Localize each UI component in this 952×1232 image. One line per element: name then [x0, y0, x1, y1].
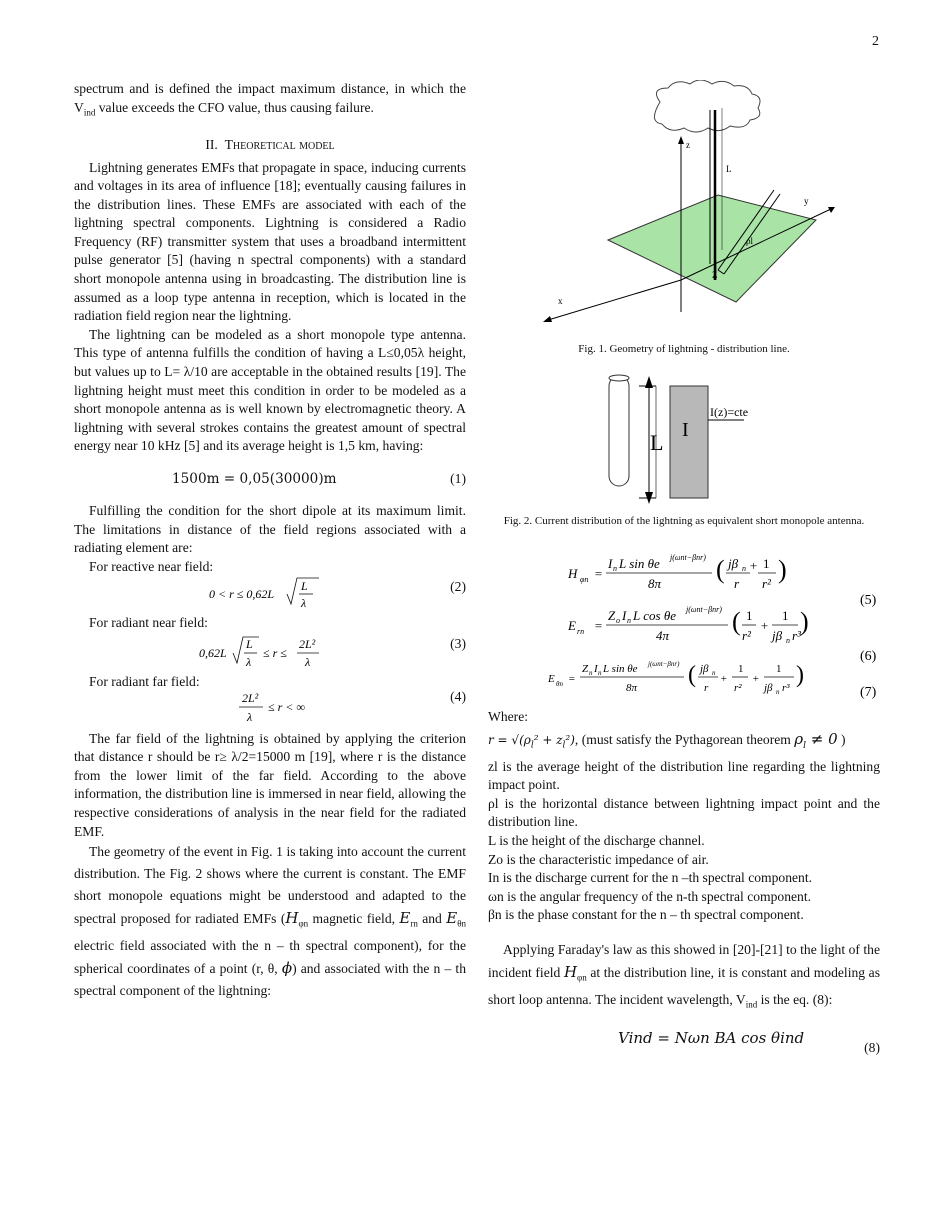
definition-In: In is the discharge current for the n –th spectral component.	[488, 870, 813, 886]
equations-5-7	[488, 548, 880, 708]
eq3-formula	[199, 633, 359, 673]
svg-text:Z: Z	[608, 608, 616, 623]
svg-text:λ: λ	[305, 654, 311, 669]
svg-text:E: E	[568, 618, 576, 633]
svg-text:(: (	[732, 607, 741, 636]
svg-text:j(ωnt−βnr): j(ωnt−βnr)	[670, 553, 706, 562]
fig1-rho-label: ρl	[746, 236, 753, 246]
equation-3: 0,62L L λ ≤ r ≤ 2L² λ (3)	[74, 633, 466, 673]
definition-beta: βn is the phase constant for the n – th spectral component.	[488, 907, 804, 923]
equation-2: 0 < r ≤ 0,62L L λ (2)	[74, 576, 466, 614]
definition-omega: ωn is the angular frequency of the n-th spectral component.	[488, 888, 812, 904]
figure-2-caption: Fig. 2. Current distribution of the lightning as equivalent short monopole antenna.	[503, 515, 865, 527]
eq2-formula	[209, 576, 339, 614]
svg-text:): )	[796, 662, 804, 688]
figure-1-geometry	[488, 80, 880, 342]
svg-text:+: +	[749, 558, 758, 573]
right-column	[488, 80, 880, 1061]
svg-text:jβ: jβ	[764, 682, 773, 694]
section-heading: II. Theoretical model	[205, 136, 335, 152]
svg-text:j(ωnt−βnr): j(ωnt−βnr)	[648, 660, 680, 668]
svg-text:+: +	[752, 673, 760, 685]
svg-text:r³: r³	[782, 682, 790, 694]
svg-text:0,62L: 0,62L	[199, 645, 227, 660]
svg-text:(: (	[688, 662, 696, 688]
svg-text:): )	[778, 555, 787, 584]
svg-text:+: +	[720, 673, 728, 685]
svg-text:λ: λ	[301, 596, 307, 611]
svg-text:=: =	[568, 673, 576, 685]
paragraph-monopole: The lightning can be modeled as a short monopole type antenna. This type of antenna fulfills the condition of having a L≤0,05λ height, but values up to L= λ/10 are acceptable in the obtained results [19]. The lightning height must meet this condition in order to be modeled as a short monopole antenna as is well known by electromagnetic theory. A lightning with several strokes contains the greatest amount of spectral energy near 10 kHz [5] and its average height is 1,5 km, having:	[74, 326, 466, 454]
cloud-shape	[654, 80, 760, 132]
svg-text:n: n	[776, 688, 780, 696]
svg-text:r: r	[704, 682, 709, 694]
svg-text:n: n	[786, 636, 790, 645]
paragraph-far-field: The far field of the lightning is obtained by applying the criterion that distance r should be r≥ λ/2=15000 m [19], where r is the distance from the lower limit of the far field. According to the above information, the distribution line is immersed in near field, allowing the respective considerations of analysis in the near field for the radiated EMF.	[74, 730, 466, 839]
figure-2-monopole	[488, 368, 880, 508]
page-number: 2	[872, 34, 879, 49]
svg-text:Z: Z	[582, 663, 589, 675]
svg-text:1: 1	[763, 556, 770, 571]
eq5-number: (5)	[860, 593, 877, 608]
axis-z-label: z	[686, 140, 690, 150]
svg-text:φn: φn	[580, 575, 589, 584]
svg-text:H: H	[568, 566, 578, 581]
svg-text:2L²: 2L²	[299, 636, 316, 651]
svg-text:n: n	[712, 669, 716, 677]
svg-text:E: E	[548, 673, 555, 685]
svg-text:2L²: 2L²	[242, 690, 259, 705]
svg-text:1: 1	[738, 663, 744, 675]
svg-text:n: n	[598, 669, 602, 677]
equation-8: Vind = Nωn BA cos θind (8)	[618, 1029, 880, 1056]
svg-text:=: =	[594, 566, 603, 581]
paragraph-limits: Fulfilling the condition for the short dipole at its maximum limit. The limitations in distance of the field regions associated with a radiating element are:	[74, 503, 466, 556]
label-radiant-near: For radiant near field:	[89, 615, 208, 631]
fig2-I-label: I	[682, 419, 689, 441]
svg-text:jβ: jβ	[700, 663, 709, 675]
svg-text:n: n	[613, 564, 617, 573]
paragraph-faraday: Applying Faraday's law as this showed in [20]-[21] to the light of the incident field $H_{\varphi n}$ at the distribution line, it is constant and modeling as short loop antenna. The incident wavelength, $V_{ind}$ is the eq. (8):	[488, 941, 880, 1010]
svg-text:4π: 4π	[656, 628, 670, 643]
axis-x-label: x	[558, 296, 563, 306]
label-radiant-far: For radiant far field:	[89, 673, 200, 689]
fig1-Z-label: Z	[712, 270, 718, 280]
svg-text:j(ωnt−βnr): j(ωnt−βnr)	[686, 605, 722, 614]
svg-text:λ: λ	[247, 709, 253, 724]
svg-text:0 < r ≤ 0,62L: 0 < r ≤ 0,62L	[209, 587, 275, 602]
definition-Zo: Zo is the characteristic impedance of air.	[488, 851, 709, 867]
label-reactive: For reactive near field:	[89, 558, 214, 574]
fig2-Iz-label: I(z)=cte	[710, 405, 749, 419]
eq7-number: (7)	[860, 685, 877, 700]
r-definition: $r = √(\rho_l^2 + z_l^2)$, (must satisfy the Pythagorean theorem $\rho_l \ne 0$ )	[488, 729, 846, 751]
paragraph-geometry: The geometry of the event in Fig. 1 is taking into account the current distribution. The Fig. 2 shows where the current is constant. The EMF short monopole equations might be understood and adapted to the spectral proposed for radiated EMFs ($H_{\varphi n}$ magnetic field, $E_{rn}$ and $E_{\theta n}$ electric field associated with the n – th spectral component), for the spherical coordinates of a point (r, θ, ϕ) and associated with the n – th spectral component of the lightning:	[74, 844, 466, 998]
definition-rho: ρl is the horizontal distance between lightning impact point and the distribution line.	[488, 795, 880, 830]
figure-1-caption: Fig. 1. Geometry of lightning - distribution line.	[578, 343, 790, 355]
svg-text:L sin θe: L sin θe	[603, 663, 638, 675]
svg-text:L: L	[301, 579, 308, 594]
paragraph-lightning-emf: Lightning generates EMFs that propagate in space, inducing currents and voltages in its area of influence [18]; eventually causing failures in the distribution lines. These EMFs are associated with each of the lightning spectral components. Lightning is considered a Radio Frequency (RF) transmitter system that uses a broadband intermittent pulse generator [5] (having n spectral components) with a standard short monopole antenna using in broadcasting. The distribution line is assumed as a loop type antenna in reception, which is located in the radiation field region near the lightning.	[74, 159, 466, 324]
svg-text:≤ r < ∞: ≤ r < ∞	[268, 699, 305, 714]
svg-text:r²: r²	[762, 576, 771, 591]
svg-text:r²: r²	[734, 682, 742, 694]
eq4-formula	[239, 688, 339, 726]
svg-text:I: I	[594, 663, 598, 675]
paragraph-intro: spectrum and is defined the impact maximum distance, in which the $V_{ind}$ value exceeds the CFO value, thus causing failure.	[74, 81, 466, 118]
fig1-L-label: L	[726, 164, 732, 174]
svg-text:1: 1	[776, 663, 782, 675]
svg-text:+: +	[760, 618, 769, 633]
svg-text:n: n	[627, 616, 631, 625]
svg-text:L: L	[246, 636, 253, 651]
ground-plane	[608, 195, 816, 302]
definition-L: L is the height of the discharge channel.	[488, 832, 705, 848]
left-column	[74, 80, 466, 1002]
svg-text:θn: θn	[556, 680, 563, 688]
eq6-number: (6)	[860, 649, 877, 664]
svg-text:r³: r³	[792, 628, 801, 643]
axis-y-label: y	[804, 196, 809, 206]
svg-text:jβ: jβ	[728, 556, 739, 571]
svg-text:8π: 8π	[626, 682, 638, 694]
fig2-L-label: L	[650, 430, 664, 455]
svg-text:L cos θe: L cos θe	[633, 608, 676, 623]
svg-text:): )	[800, 607, 809, 636]
svg-text:8π: 8π	[648, 576, 662, 591]
svg-text:≤ r ≤: ≤ r ≤	[263, 645, 287, 660]
svg-text:λ: λ	[246, 654, 252, 669]
svg-text:1: 1	[746, 608, 753, 623]
svg-text:=: =	[594, 618, 603, 633]
equation-4: 2L² λ ≤ r < ∞ (4)	[74, 692, 466, 730]
svg-text:r²: r²	[742, 628, 751, 643]
svg-text:o: o	[616, 616, 620, 625]
svg-text:jβ: jβ	[772, 628, 783, 643]
svg-text:1: 1	[782, 608, 789, 623]
equation-1: 1500m = 0,05(30000)m (1)	[172, 471, 466, 487]
definition-zl: zl is the average height of the distribution line regarding the lightning impact point.	[488, 758, 880, 793]
svg-text:I: I	[622, 608, 627, 623]
svg-text:L sin θe: L sin θe	[619, 556, 660, 571]
svg-text:rn: rn	[577, 627, 585, 636]
where-label: Where:	[488, 709, 528, 724]
svg-text:(: (	[716, 555, 725, 584]
svg-text:n: n	[742, 564, 746, 573]
svg-text:I: I	[608, 556, 613, 571]
svg-text:r: r	[734, 576, 740, 591]
svg-text:n: n	[589, 669, 593, 677]
